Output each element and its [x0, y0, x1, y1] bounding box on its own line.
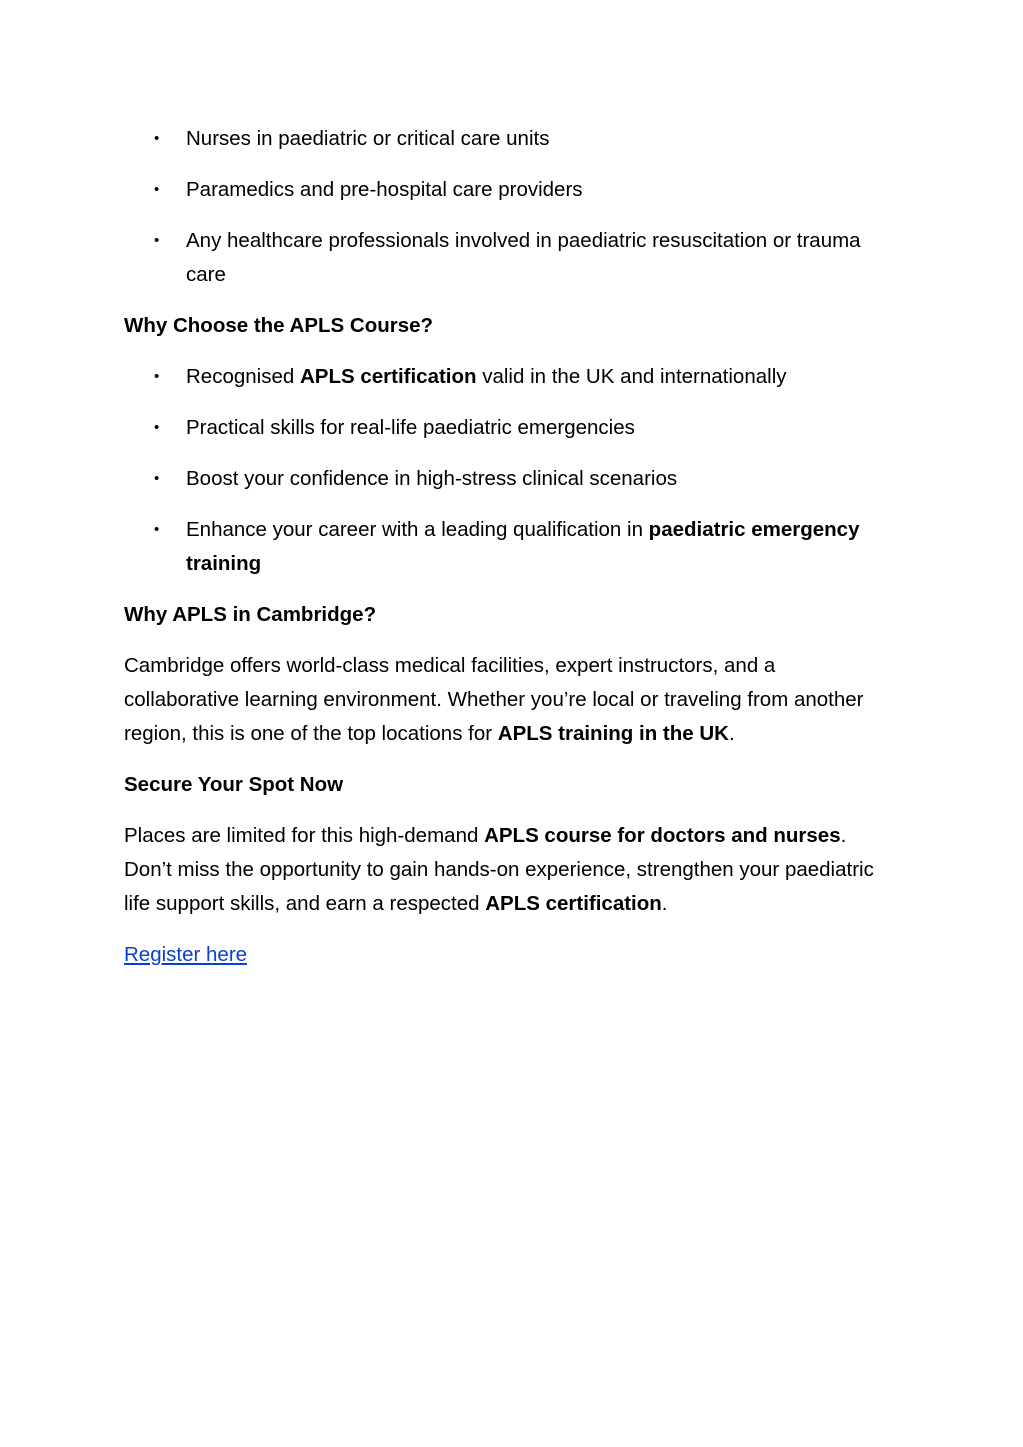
heading-why-choose: Why Choose the APLS Course?: [124, 314, 434, 337]
bold-text: paediatric emergency training: [186, 518, 860, 575]
bullet-icon: •: [154, 232, 160, 249]
secure-paragraph: Places are limited for this high-demand APLS course for doctors and nurses. Don’t miss the opportunity to gain hands-on experience, strengthen your paediatric life support skills, and earn a respected APLS certification.: [124, 824, 874, 915]
register-link[interactable]: Register here: [124, 943, 248, 966]
heading-secure-spot: Secure Your Spot Now: [124, 773, 344, 796]
cambridge-paragraph: Cambridge offers world-class medical facilities, expert instructors, and a collaborative learning environment. Whether you’re local or traveling from another region, this is one of the top locations for APLS training in the UK.: [124, 654, 864, 745]
list-item-text: Recognised APLS certification valid in the UK and internationally: [186, 365, 787, 388]
benefits-list: [124, 360, 884, 581]
list-item-text: Practical skills for real-life paediatric emergencies: [186, 416, 635, 439]
list-item-text: Boost your confidence in high-stress clinical scenarios: [186, 467, 678, 490]
list-item: [124, 173, 884, 207]
list-item-text: Nurses in paediatric or critical care units: [186, 127, 550, 150]
bullet-icon: •: [154, 130, 160, 147]
bullet-icon: •: [154, 521, 160, 538]
list-item: [124, 360, 884, 394]
register-line: [124, 938, 884, 972]
bold-text: APLS certification: [485, 892, 662, 915]
document-content: [124, 122, 884, 989]
bullet-icon: •: [154, 419, 160, 436]
bold-text: APLS certification: [299, 365, 477, 388]
bold-text: APLS training in the UK: [497, 722, 729, 745]
list-item-text: Paramedics and pre-hospital care providers: [186, 178, 583, 201]
list-item: [124, 513, 884, 581]
bullet-icon: •: [154, 368, 160, 385]
list-item: [124, 224, 884, 292]
audience-list: [124, 122, 884, 292]
list-item-text: Any healthcare professionals involved in paediatric resuscitation or trauma care: [186, 229, 861, 286]
bullet-icon: •: [154, 181, 160, 198]
list-item: [124, 462, 884, 496]
bold-text: APLS course for doctors and nurses: [484, 824, 841, 847]
list-item-text: Enhance your career with a leading qualification in paediatric emergency training: [186, 518, 860, 575]
bullet-icon: •: [154, 470, 160, 487]
heading-why-cambridge: Why APLS in Cambridge?: [124, 603, 377, 626]
list-item: [124, 122, 884, 156]
list-item: [124, 411, 884, 445]
